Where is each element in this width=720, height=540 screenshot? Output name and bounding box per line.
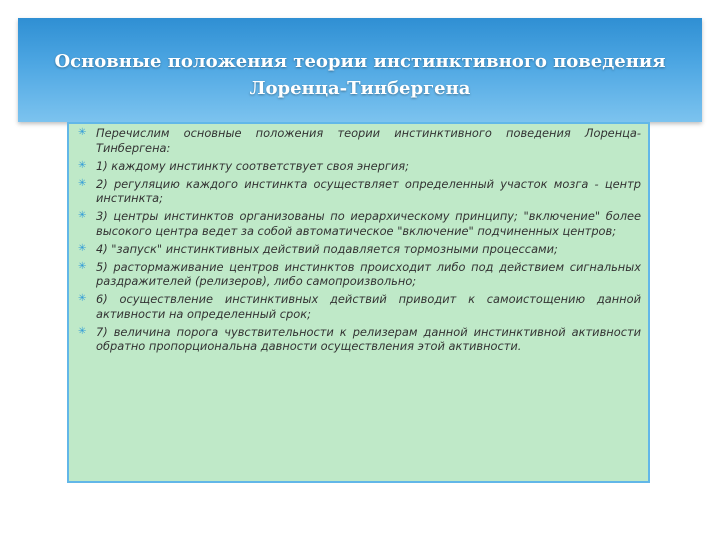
- bullet-icon: ✳: [78, 260, 87, 272]
- list-item: [78, 325, 641, 354]
- bullet-icon: ✳: [78, 293, 87, 304]
- list-item-text: 7) величина порога чувствительности к релизерам данной инстинктивной активности обратно пропорциональна давности осуществления этой активности.: [96, 324, 641, 353]
- list-item: [78, 159, 641, 174]
- list-item-text: 2) регуляцию каждого инстинкта осуществляет определенный участок мозга - центр инстинкта;: [96, 176, 641, 205]
- bullet-list: [78, 126, 641, 357]
- list-item-text: Перечислим основные положения теории инстинктивного поведения Лоренца-Тинбергена:: [96, 126, 641, 155]
- bullet-icon: ✳: [78, 242, 87, 254]
- bullet-icon: ✳: [78, 210, 87, 221]
- list-item: [78, 260, 641, 289]
- list-item-text: 3) центры инстинктов организованы по иерархическому принципу; "включение" более высокого центра ведет за собой автоматическое "включение" подчиненных центров;: [96, 209, 641, 238]
- list-item-text: 4) "запуск" инстинктивных действий подавляется тормозными процессами;: [96, 241, 558, 256]
- list-item-text: 6) осуществление инстинктивных действий приводит к самоистощению данной активности на определенный срок;: [96, 292, 641, 321]
- bullet-icon: ✳: [78, 177, 87, 189]
- list-item: [78, 209, 641, 238]
- list-item-text: 5) растормаживание центров инстинктов происходит либо под действием сигнальных раздражителей (релизеров), либо самопроизвольно;: [96, 259, 641, 288]
- list-item: [78, 177, 641, 206]
- slide-title: Основные положения теории инстинктивного поведения Лоренца-Тинбергена: [54, 51, 666, 99]
- list-item: [78, 292, 641, 321]
- list-item-text: 1) каждому инстинкту соответствует своя энергия;: [96, 158, 409, 173]
- bullet-icon: ✳: [78, 159, 87, 171]
- bullet-icon: ✳: [78, 325, 87, 337]
- bullet-icon: ✳: [78, 127, 87, 138]
- list-item: [78, 242, 641, 257]
- list-item: [78, 126, 641, 155]
